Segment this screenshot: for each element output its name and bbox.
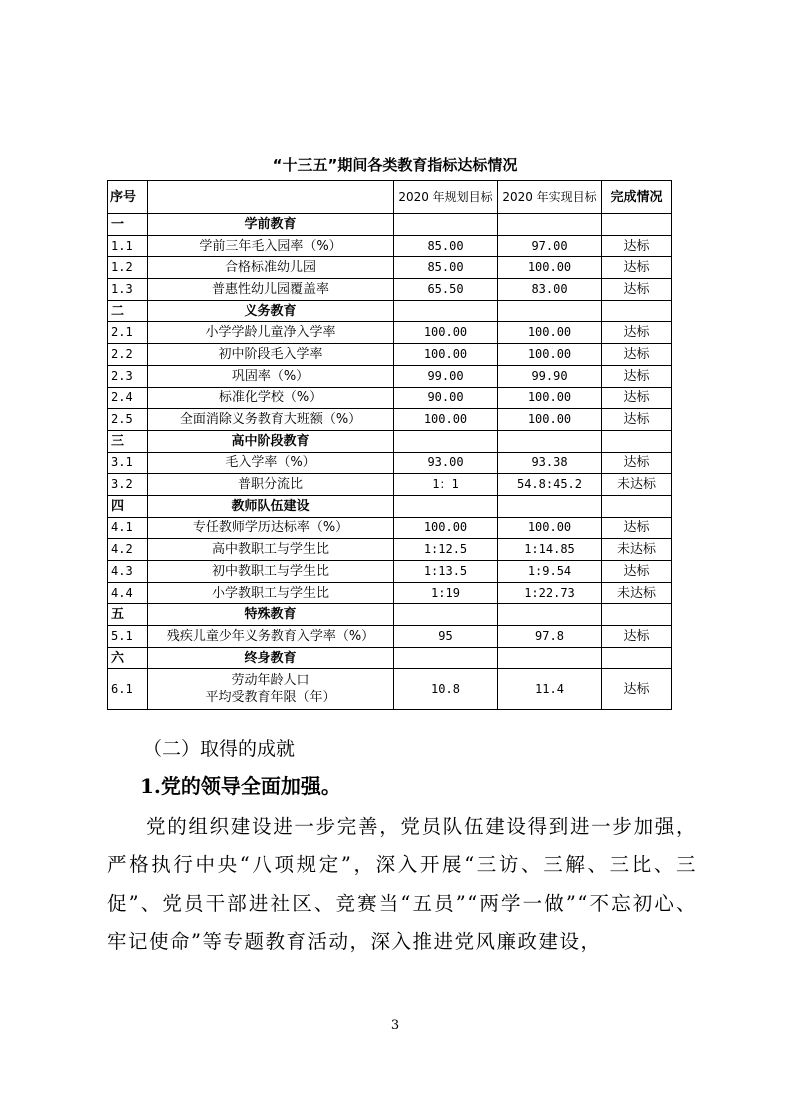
header-status: 完成情况 bbox=[602, 181, 672, 214]
empty-cell bbox=[602, 214, 672, 236]
table-title: “十三五”期间各类教育指标达标情况 bbox=[272, 156, 518, 174]
actual-value: 1:14.85 bbox=[498, 539, 602, 561]
status-badge: 达标 bbox=[602, 669, 672, 710]
table-row bbox=[108, 452, 672, 474]
section-number: 二 bbox=[108, 300, 148, 322]
actual-value: 100.00 bbox=[498, 344, 602, 366]
status-badge: 达标 bbox=[602, 365, 672, 387]
body-paragraph: 党的组织建设进一步完善，党员队伍建设得到进一步加强，严格执行中央“八项规定”，深入开展“三访、三解、三比、三促”、党员干部进社区、竞赛当“五员”“两学一做”“不忘初心、牢记使命”等专题教育活动，深入推进党风廉政建设， bbox=[107, 815, 697, 953]
table-row bbox=[108, 387, 672, 409]
status-badge: 达标 bbox=[602, 257, 672, 279]
row-number: 2.5 bbox=[108, 409, 148, 431]
section-heading: （二）取得的成就 bbox=[143, 738, 296, 760]
section-name: 学前教育 bbox=[148, 214, 394, 236]
empty-cell bbox=[602, 647, 672, 669]
row-number: 4.4 bbox=[108, 582, 148, 604]
actual-value: 100.00 bbox=[498, 257, 602, 279]
indicator-name: 初中阶段毛入学率 bbox=[148, 344, 394, 366]
table-row bbox=[108, 626, 672, 648]
plan-target: 100.00 bbox=[394, 322, 498, 344]
actual-value: 100.00 bbox=[498, 409, 602, 431]
row-number: 2.3 bbox=[108, 365, 148, 387]
section-name: 高中阶段教育 bbox=[148, 430, 394, 452]
empty-cell bbox=[602, 430, 672, 452]
empty-cell bbox=[394, 430, 498, 452]
header-plan: 2020 年规划目标 bbox=[394, 181, 498, 214]
empty-cell bbox=[498, 214, 602, 236]
actual-value: 54.8:45.2 bbox=[498, 474, 602, 496]
empty-cell bbox=[498, 647, 602, 669]
section-name: 义务教育 bbox=[148, 300, 394, 322]
row-number: 6.1 bbox=[108, 669, 148, 710]
actual-value: 97.8 bbox=[498, 626, 602, 648]
status-badge: 达标 bbox=[602, 517, 672, 539]
row-number: 4.1 bbox=[108, 517, 148, 539]
empty-cell bbox=[394, 300, 498, 322]
indicator-name: 初中教职工与学生比 bbox=[148, 561, 394, 583]
status-badge: 达标 bbox=[602, 561, 672, 583]
empty-cell bbox=[498, 604, 602, 626]
empty-cell bbox=[394, 214, 498, 236]
section-number: 三 bbox=[108, 430, 148, 452]
table-row bbox=[108, 669, 672, 710]
actual-value: 100.00 bbox=[498, 517, 602, 539]
status-badge: 未达标 bbox=[602, 474, 672, 496]
row-number: 4.2 bbox=[108, 539, 148, 561]
empty-cell bbox=[602, 604, 672, 626]
indicator-name: 残疾儿童少年义务教育入学率（%） bbox=[148, 626, 394, 648]
indicator-name: 普惠性幼儿园覆盖率 bbox=[148, 279, 394, 301]
plan-target: 90.00 bbox=[394, 387, 498, 409]
empty-cell bbox=[602, 300, 672, 322]
indicator-name: 专任教师学历达标率（%） bbox=[148, 517, 394, 539]
status-badge: 达标 bbox=[602, 387, 672, 409]
section-number: 一 bbox=[108, 214, 148, 236]
indicator-name: 毛入学率（%） bbox=[148, 452, 394, 474]
section-row bbox=[108, 214, 672, 236]
status-badge: 达标 bbox=[602, 626, 672, 648]
table-row bbox=[108, 474, 672, 496]
section-name: 特殊教育 bbox=[148, 604, 394, 626]
table-row bbox=[108, 409, 672, 431]
plan-target: 1:19 bbox=[394, 582, 498, 604]
status-badge: 达标 bbox=[602, 279, 672, 301]
row-number: 1.2 bbox=[108, 257, 148, 279]
plan-target: 65.50 bbox=[394, 279, 498, 301]
status-badge: 未达标 bbox=[602, 539, 672, 561]
row-number: 4.3 bbox=[108, 561, 148, 583]
empty-cell bbox=[498, 300, 602, 322]
indicator-name: 合格标准幼儿园 bbox=[148, 257, 394, 279]
header-actual: 2020 年实现目标 bbox=[498, 181, 602, 214]
plan-target: 1:12.5 bbox=[394, 539, 498, 561]
table-row bbox=[108, 322, 672, 344]
actual-value: 99.90 bbox=[498, 365, 602, 387]
indicator-name: 小学教职工与学生比 bbox=[148, 582, 394, 604]
section-row bbox=[108, 300, 672, 322]
empty-cell bbox=[602, 495, 672, 517]
plan-target: 85.00 bbox=[394, 257, 498, 279]
row-number: 2.4 bbox=[108, 387, 148, 409]
actual-value: 97.00 bbox=[498, 235, 602, 257]
empty-cell bbox=[394, 604, 498, 626]
indicator-name: 高中教职工与学生比 bbox=[148, 539, 394, 561]
indicator-name: 全面消除义务教育大班额（%） bbox=[148, 409, 394, 431]
row-number: 5.1 bbox=[108, 626, 148, 648]
status-badge: 未达标 bbox=[602, 582, 672, 604]
plan-target: 99.00 bbox=[394, 365, 498, 387]
indicator-name-line: 劳动年龄人口 bbox=[231, 673, 310, 689]
indicator-name bbox=[148, 669, 394, 710]
section-name: 终身教育 bbox=[148, 647, 394, 669]
table-row bbox=[108, 344, 672, 366]
row-number: 3.2 bbox=[108, 474, 148, 496]
actual-value: 1:9.54 bbox=[498, 561, 602, 583]
empty-cell bbox=[394, 495, 498, 517]
actual-value: 93.38 bbox=[498, 452, 602, 474]
actual-value: 11.4 bbox=[498, 669, 602, 710]
status-badge: 达标 bbox=[602, 235, 672, 257]
section-number: 六 bbox=[108, 647, 148, 669]
plan-target: 10.8 bbox=[394, 669, 498, 710]
plan-target: 85.00 bbox=[394, 235, 498, 257]
section-row bbox=[108, 495, 672, 517]
plan-target: 100.00 bbox=[394, 344, 498, 366]
actual-value: 100.00 bbox=[498, 322, 602, 344]
subsection-heading: 1.党的领导全面加强。 bbox=[140, 774, 341, 798]
table-row bbox=[108, 257, 672, 279]
actual-value: 83.00 bbox=[498, 279, 602, 301]
table-row bbox=[108, 279, 672, 301]
indicator-name: 标准化学校（%） bbox=[148, 387, 394, 409]
plan-target: 100.00 bbox=[394, 409, 498, 431]
actual-value: 1:22.73 bbox=[498, 582, 602, 604]
header-number: 序号 bbox=[108, 181, 148, 214]
indicator-name: 小学学龄儿童净入学率 bbox=[148, 322, 394, 344]
plan-target: 95 bbox=[394, 626, 498, 648]
section-row bbox=[108, 604, 672, 626]
empty-cell bbox=[498, 430, 602, 452]
plan-target: 1：1 bbox=[394, 474, 498, 496]
row-number: 1.1 bbox=[108, 235, 148, 257]
plan-target: 1:13.5 bbox=[394, 561, 498, 583]
section-name: 教师队伍建设 bbox=[148, 495, 394, 517]
row-number: 2.2 bbox=[108, 344, 148, 366]
indicator-name: 巩固率（%） bbox=[148, 365, 394, 387]
status-badge: 达标 bbox=[602, 322, 672, 344]
table-row bbox=[108, 517, 672, 539]
table-row bbox=[108, 539, 672, 561]
section-row bbox=[108, 647, 672, 669]
table-row bbox=[108, 365, 672, 387]
indicator-name: 学前三年毛入园率（%） bbox=[148, 235, 394, 257]
table-row bbox=[108, 561, 672, 583]
indicator-name-line: 平均受教育年限（年） bbox=[205, 690, 336, 706]
header-item bbox=[148, 181, 394, 214]
status-badge: 达标 bbox=[602, 344, 672, 366]
table-row bbox=[108, 582, 672, 604]
empty-cell bbox=[498, 495, 602, 517]
section-row bbox=[108, 430, 672, 452]
plan-target: 93.00 bbox=[394, 452, 498, 474]
indicator-name: 普职分流比 bbox=[148, 474, 394, 496]
table-header-row bbox=[108, 181, 672, 214]
row-number: 3.1 bbox=[108, 452, 148, 474]
plan-target: 100.00 bbox=[394, 517, 498, 539]
status-badge: 达标 bbox=[602, 452, 672, 474]
actual-value: 100.00 bbox=[498, 387, 602, 409]
empty-cell bbox=[394, 647, 498, 669]
row-number: 1.3 bbox=[108, 279, 148, 301]
indicator-table bbox=[107, 180, 672, 710]
page-number: 3 bbox=[390, 1018, 400, 1033]
row-number: 2.1 bbox=[108, 322, 148, 344]
section-number: 四 bbox=[108, 495, 148, 517]
section-number: 五 bbox=[108, 604, 148, 626]
status-badge: 达标 bbox=[602, 409, 672, 431]
table-row bbox=[108, 235, 672, 257]
